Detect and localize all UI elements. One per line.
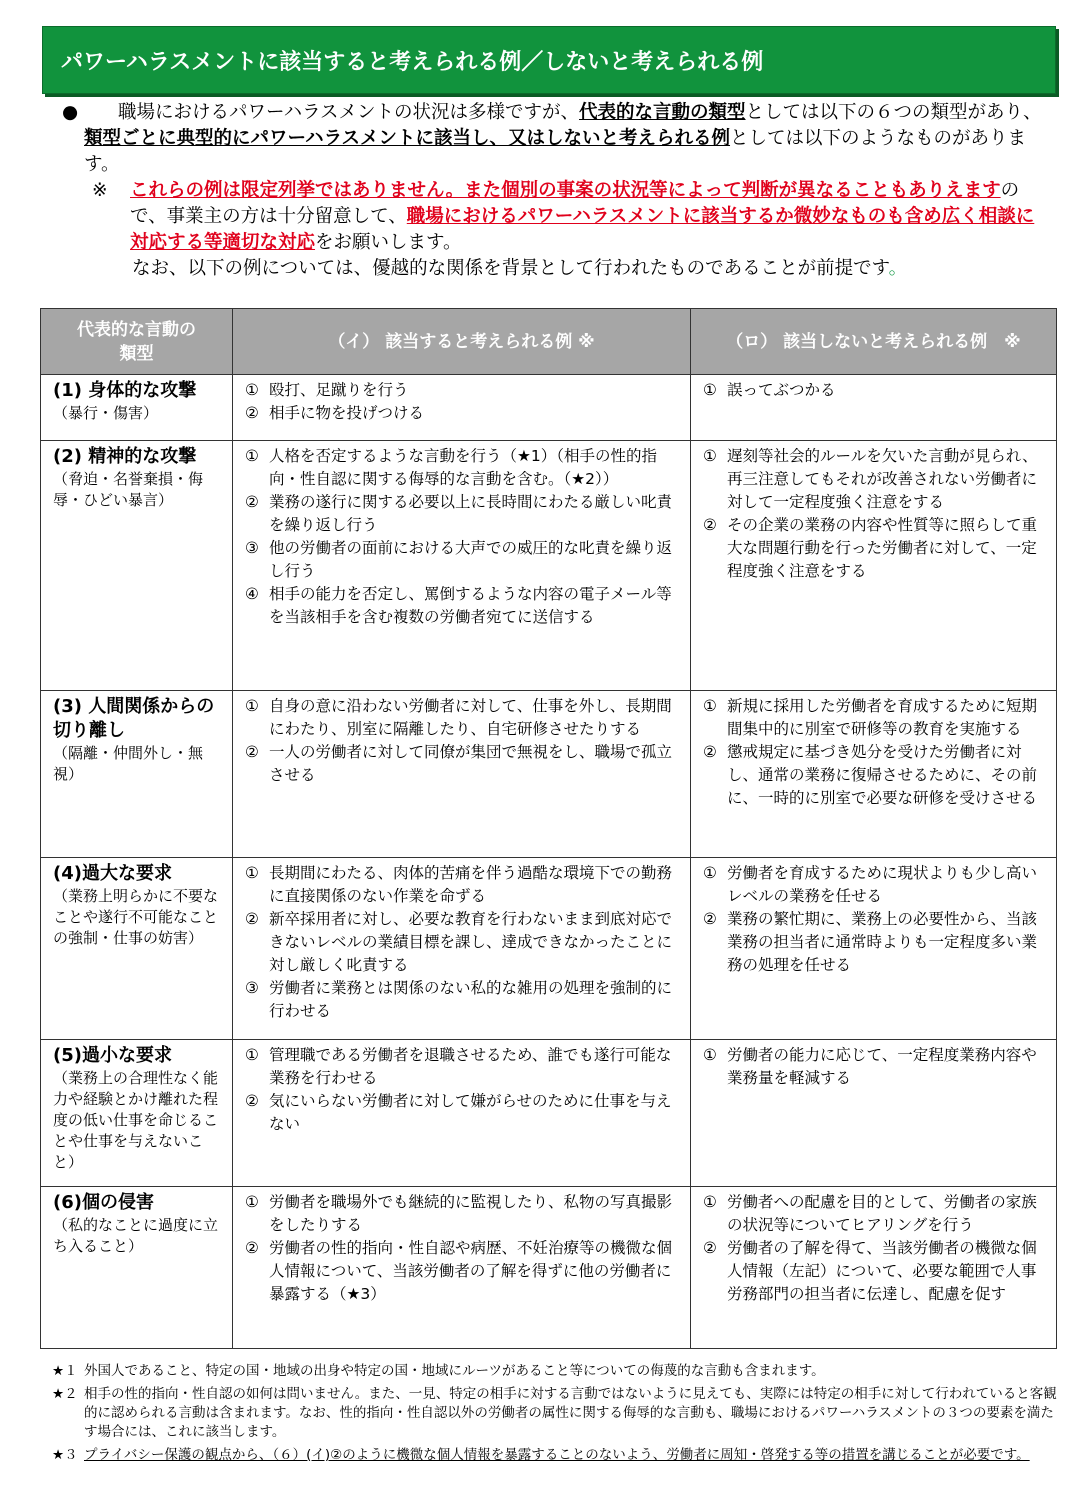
example-item bbox=[703, 741, 1046, 810]
example-number: ② bbox=[245, 1092, 259, 1110]
footnote-3 bbox=[52, 1446, 1062, 1465]
table-header-row bbox=[41, 309, 1057, 375]
example-text: 労働者の性的指向・性自認や病歴、不妊治療等の機微な個人情報について、当該労働者の了解を得ずに他の労働者に暴露する（★3） bbox=[269, 1239, 673, 1303]
category-description: （脅迫・名誉棄損・侮辱・ひどい暴言） bbox=[53, 470, 204, 509]
intro-emphasis-types: 代表的な言動の類型 bbox=[579, 102, 746, 123]
note-request-text: 職場におけるパワーハラスメントに該当するか微妙なものも含め広く相談に対応する等適切な対応 bbox=[130, 206, 1035, 253]
premise-period: 。 bbox=[888, 258, 908, 279]
example-item bbox=[245, 445, 680, 491]
example-number: ① bbox=[703, 864, 717, 882]
example-number: ① bbox=[703, 381, 717, 399]
example-text: 殴打、足蹴りを行う bbox=[269, 381, 409, 399]
example-text: 労働者に業務とは関係のない私的な雑用の処理を強制的に行わせる bbox=[269, 979, 673, 1020]
bullet-mark: ● bbox=[62, 102, 79, 123]
example-number: ① bbox=[703, 697, 717, 715]
example-text: 懲戒規定に基づき処分を受けた労働者に対し、通常の業務に復帰させるために、その前に、一時的に別室で必要な研修を受けさせる bbox=[727, 743, 1038, 807]
example-number: ④ bbox=[245, 585, 259, 603]
example-item bbox=[703, 1237, 1046, 1306]
category-description: （業務上の合理性なく能力や経験とかけ離れた程度の低い仕事を命じることや仕事を与えないこと） bbox=[53, 1069, 219, 1171]
applicable-examples-cell bbox=[233, 691, 691, 858]
example-item bbox=[703, 514, 1046, 583]
example-number: ③ bbox=[245, 979, 259, 997]
category-cell bbox=[41, 1187, 233, 1349]
note-text-b: ので、事業主の方は十分留意して、 bbox=[130, 180, 1020, 227]
example-text: 人格を否定するような言動を行う（★1）（相手の性的指向・性自認に関する侮辱的な言動を含む。（★2）） bbox=[269, 447, 658, 488]
category-description: （業務上明らかに不要なことや遂行不可能なことの強制・仕事の妨害） bbox=[53, 887, 219, 947]
page-title: パワーハラスメントに該当すると考えられる例／しないと考えられる例 bbox=[42, 26, 1056, 94]
applicable-examples-cell bbox=[233, 441, 691, 691]
category-cell bbox=[41, 441, 233, 691]
example-item bbox=[245, 741, 680, 787]
footnote-star: ★３ bbox=[52, 1447, 78, 1463]
example-item bbox=[245, 537, 680, 583]
category-name: (5)過小な要求 bbox=[53, 1045, 172, 1066]
category-cell bbox=[41, 1040, 233, 1187]
footnote-star: ★２ bbox=[52, 1386, 78, 1402]
example-number: ② bbox=[245, 1239, 259, 1257]
category-name: (3) 人間関係からの切り離し bbox=[53, 696, 215, 741]
not-applicable-examples-cell bbox=[691, 375, 1057, 441]
example-item bbox=[703, 908, 1046, 977]
example-text: 労働者の了解を得て、当該労働者の機微な個人情報（左記）について、必要な範囲で人事労務部門の担当者に伝達し、配慮を促す bbox=[727, 1239, 1037, 1303]
example-number: ② bbox=[245, 743, 259, 761]
footnote-text: 相手の性的指向・性自認の如何は問いません。また、一見、特定の相手に対する言動ではないように見えても、実際には特定の相手に対して行われていると客観的に認められる言動は含まれます。なお、性的指向・性自認以外の労働者の属性に関する侮辱的な言動も、職場におけるパワーハラスメントの３つの要素を満たす場合には、これに該当します。 bbox=[84, 1386, 1057, 1440]
example-number: ① bbox=[245, 697, 259, 715]
example-text: 誤ってぶつかる bbox=[727, 381, 836, 399]
applicable-examples-cell bbox=[233, 1040, 691, 1187]
example-number: ③ bbox=[245, 539, 259, 557]
example-item bbox=[703, 1191, 1046, 1237]
footnotes bbox=[52, 1362, 1062, 1469]
table-row bbox=[41, 441, 1057, 691]
example-item bbox=[703, 862, 1046, 908]
example-number: ② bbox=[703, 743, 717, 761]
footnote-text: 外国人であること、特定の国・地域の出身や特定の国・地域にルーツがあること等についての侮蔑的な言動も含まれます。 bbox=[84, 1363, 825, 1379]
intro-text-e: としては以下のようなものがあります。 bbox=[84, 128, 1027, 175]
category-name: (6)個の侵害 bbox=[53, 1192, 154, 1213]
not-applicable-examples-cell bbox=[691, 1040, 1057, 1187]
not-applicable-examples-cell bbox=[691, 1187, 1057, 1349]
example-item bbox=[245, 1090, 680, 1136]
example-number: ② bbox=[245, 910, 259, 928]
example-number: ② bbox=[245, 493, 259, 511]
header-applicable: （イ） 該当すると考えられる例 ※ bbox=[233, 309, 691, 375]
example-item bbox=[245, 1044, 680, 1090]
table-row bbox=[41, 375, 1057, 441]
premise-text: なお、以下の例については、優越的な関係を背景として行われたものであることが前提です bbox=[132, 258, 889, 279]
example-text: 気にいらない労働者に対して嫌がらせのために仕事を与えない bbox=[269, 1092, 672, 1133]
caution-note bbox=[62, 178, 1052, 256]
applicable-examples-cell bbox=[233, 375, 691, 441]
example-item bbox=[245, 491, 680, 537]
example-number: ① bbox=[245, 381, 259, 399]
example-item bbox=[245, 1237, 680, 1306]
example-text: 他の労働者の面前における大声での威圧的な叱責を繰り返し行う bbox=[269, 539, 673, 580]
example-text: 相手の能力を否定し、罵倒するような内容の電子メール等を当該相手を含む複数の労働者宛てに送信する bbox=[269, 585, 672, 626]
example-item bbox=[245, 695, 680, 741]
example-item bbox=[703, 695, 1046, 741]
example-number: ① bbox=[703, 1046, 717, 1064]
example-number: ② bbox=[703, 516, 717, 534]
example-item bbox=[245, 583, 680, 629]
example-number: ① bbox=[703, 1193, 717, 1211]
example-text: 遅刻等社会的ルールを欠いた言動が見られ、再三注意してもそれが改善されない労働者に対して一定程度強く注意をする bbox=[727, 447, 1038, 511]
footnote-2 bbox=[52, 1385, 1062, 1442]
category-cell bbox=[41, 858, 233, 1040]
example-item bbox=[703, 445, 1046, 514]
applicable-examples-cell bbox=[233, 858, 691, 1040]
example-text: 新規に採用した労働者を育成するために短期間集中的に別室で研修等の教育を実施する bbox=[727, 697, 1038, 738]
example-item bbox=[245, 977, 680, 1023]
table-row bbox=[41, 1040, 1057, 1187]
example-text: 労働者を育成するために現状よりも少し高いレベルの業務を任せる bbox=[727, 864, 1038, 905]
example-item bbox=[245, 402, 680, 425]
example-number: ② bbox=[703, 1239, 717, 1257]
example-text: 労働者への配慮を目的として、労働者の家族の状況等についてヒアリングを行う bbox=[727, 1193, 1037, 1234]
footnote-1 bbox=[52, 1362, 1062, 1381]
intro-emphasis-examples: 類型ごとに典型的にパワーハラスメントに該当し、又はしないと考えられる例 bbox=[84, 128, 731, 149]
example-text: 長期間にわたる、肉体的苦痛を伴う過酷な環境下での勤務に直接関係のない作業を命ずる bbox=[269, 864, 673, 905]
header-category: 代表的な言動の類型 bbox=[41, 309, 233, 375]
not-applicable-examples-cell bbox=[691, 441, 1057, 691]
example-item bbox=[703, 1044, 1046, 1090]
category-description: （私的なことに過度に立ち入ること） bbox=[53, 1216, 219, 1255]
category-name: (1) 身体的な攻撃 bbox=[53, 380, 197, 401]
footnote-star: ★１ bbox=[52, 1363, 78, 1379]
example-item bbox=[245, 908, 680, 977]
example-item bbox=[245, 379, 680, 402]
example-text: 一人の労働者に対して同僚が集団で無視をし、職場で孤立させる bbox=[269, 743, 673, 784]
example-number: ① bbox=[245, 864, 259, 882]
premise-line bbox=[62, 256, 1052, 282]
example-text: 業務の遂行に関する必要以上に長時間にわたる厳しい叱責を繰り返し行う bbox=[269, 493, 673, 534]
example-number: ② bbox=[245, 404, 259, 422]
category-name: (4)過大な要求 bbox=[53, 863, 172, 884]
intro-text-a: 職場におけるパワーハラスメントの状況は多様ですが、 bbox=[118, 102, 580, 123]
table-row bbox=[41, 858, 1057, 1040]
category-cell bbox=[41, 691, 233, 858]
applicable-examples-cell bbox=[233, 1187, 691, 1349]
category-description: （暴行・傷害） bbox=[53, 404, 159, 422]
intro-paragraph bbox=[62, 100, 1052, 178]
table-row bbox=[41, 691, 1057, 858]
intro-text-c: としては以下の６つの類型があり、 bbox=[745, 102, 1042, 123]
example-text: 労働者を職場外でも継続的に監視したり、私物の写真撮影をしたりする bbox=[269, 1193, 673, 1234]
example-number: ① bbox=[245, 1046, 259, 1064]
category-cell bbox=[41, 375, 233, 441]
not-applicable-examples-cell bbox=[691, 858, 1057, 1040]
note-mark: ※ bbox=[92, 180, 108, 201]
category-name: (2) 精神的な攻撃 bbox=[53, 446, 197, 467]
example-text: その企業の業務の内容や性質等に照らして重大な問題行動を行った労働者に対して、一定程度強く注意をする bbox=[727, 516, 1038, 580]
example-text: 労働者の能力に応じて、一定程度業務内容や業務量を軽減する bbox=[727, 1046, 1037, 1087]
category-description: （隔離・仲間外し・無視） bbox=[53, 744, 204, 783]
example-text: 業務の繁忙期に、業務上の必要性から、当該業務の担当者に通常時よりも一定程度多い業務の処理を任せる bbox=[727, 910, 1038, 974]
example-number: ① bbox=[703, 447, 717, 465]
table-row bbox=[41, 1187, 1057, 1349]
not-applicable-examples-cell bbox=[691, 691, 1057, 858]
note-text-d: をお願いします。 bbox=[315, 232, 462, 253]
example-item bbox=[245, 862, 680, 908]
example-text: 相手に物を投げつける bbox=[269, 404, 425, 422]
example-text: 新卒採用者に対し、必要な教育を行わないまま到底対応できないレベルの業績目標を課し、達成できなかったことに対し厳しく叱責する bbox=[269, 910, 673, 974]
example-text: 管理職である労働者を退職させるため、誰でも遂行可能な業務を行わせる bbox=[269, 1046, 672, 1087]
example-number: ① bbox=[245, 1193, 259, 1211]
note-warning-text: これらの例は限定列挙ではありません。また個別の事案の状況等によって判断が異なることもありえます bbox=[130, 180, 1001, 201]
footnote-text: プライバシー保護の観点から、（６）(イ)②のように機微な個人情報を暴露することのないよう、労働者に周知・啓発する等の措置を講じることが必要です。 bbox=[84, 1447, 1030, 1463]
example-item bbox=[245, 1191, 680, 1237]
harassment-examples-table bbox=[40, 308, 1057, 1349]
example-number: ② bbox=[703, 910, 717, 928]
example-number: ① bbox=[245, 447, 259, 465]
example-item bbox=[703, 379, 1046, 402]
header-not-applicable: （ロ） 該当しないと考えられる例 ※ bbox=[691, 309, 1057, 375]
intro-section bbox=[62, 100, 1052, 282]
example-text: 自身の意に沿わない労働者に対して、仕事を外し、長期間にわたり、別室に隔離したり、自宅研修させたりする bbox=[269, 697, 672, 738]
